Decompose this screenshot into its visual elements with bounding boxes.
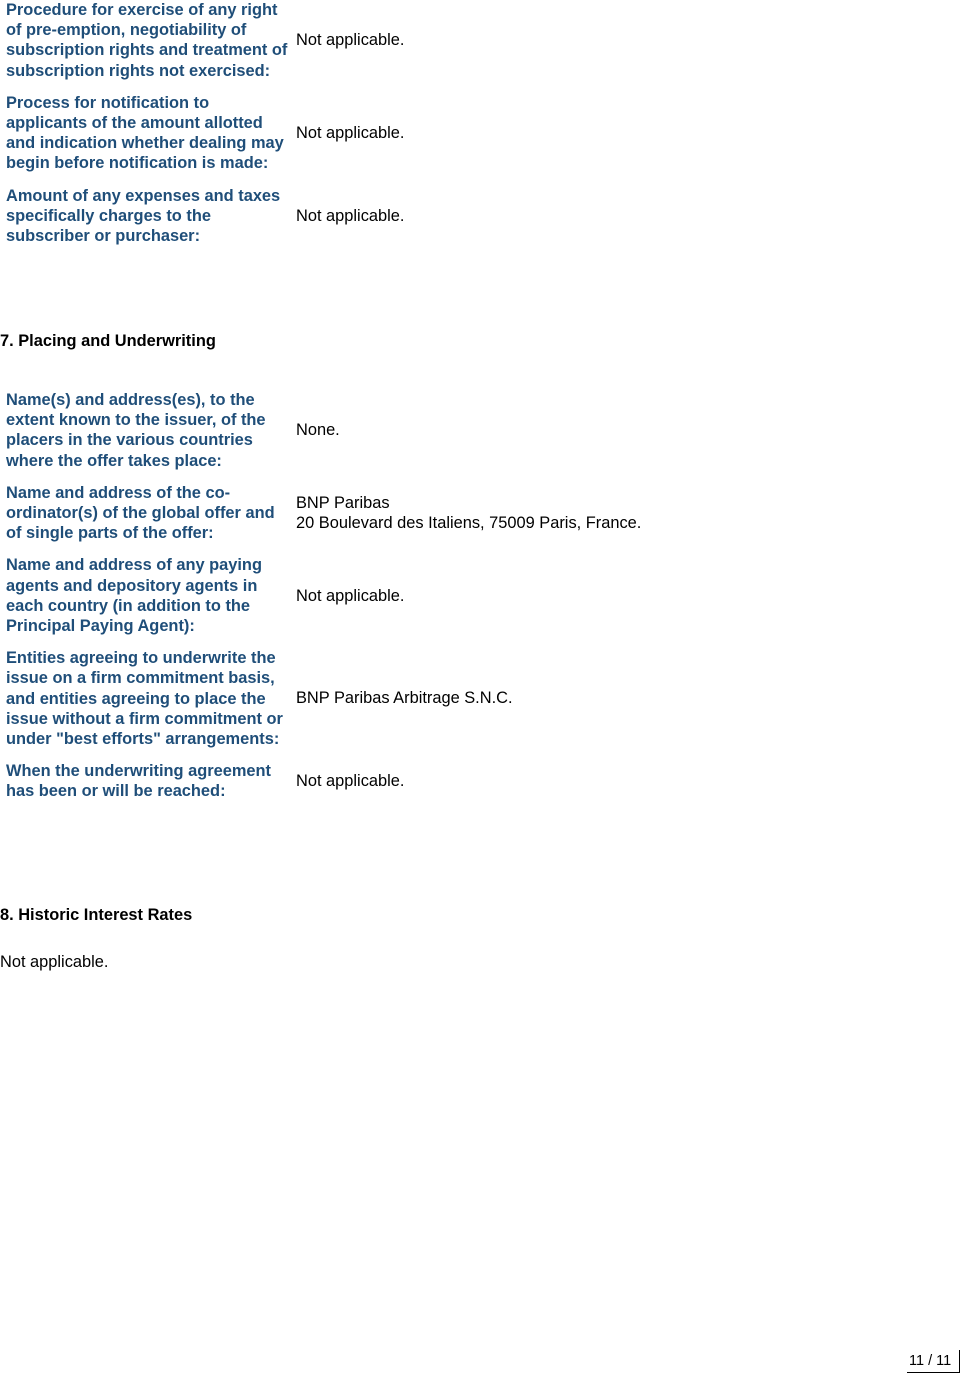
row-label: Entities agreeing to underwrite the issue on a firm commitment basis, and entities agreeing to place the issue without a firm commitment or under "best efforts" arrangements: [6,649,283,749]
coordinator-name: BNP Paribas [296,493,390,512]
row-label: When the underwriting agreement has been or will be reached: [6,762,272,801]
row-label: Process for notification to applicants of the amount allotted and indication whether dealing may begin before notification is made: [6,93,284,173]
page-number: 11 / 11 [907,1350,960,1373]
section-8-heading: 8. Historic Interest Rates [0,906,193,924]
row-value [290,483,960,544]
table-row [0,0,960,81]
row-value: BNP Paribas Arbitrage S.N.C. [296,689,513,708]
row-label: Amount of any expenses and taxes specifically charges to the subscriber or purchaser: [6,186,281,246]
row-value: Not applicable. [296,586,405,605]
section-6-table [0,0,960,246]
row-label: Name and address of any paying agents and depository agents in each country (in addition to the Principal Paying Agent): [6,556,262,636]
row-value: Not applicable. [296,206,405,225]
section-7-table [0,390,960,802]
row-value: None. [296,421,340,440]
table-row [0,390,960,471]
table-row [0,648,960,749]
coordinator-address: 20 Boulevard des Italiens, 75009 Paris, France. [296,514,642,533]
row-label: Name(s) and address(es), to the extent known to the issuer, of the placers in the various countries where the offer takes place: [6,391,266,470]
table-row [0,93,960,174]
row-label: Procedure for exercise of any right of pre-emption, negotiability of subscription rights and treatment of subscription rights not exercised: [6,1,288,80]
row-value: Not applicable. [296,123,405,142]
section-7-heading: 7. Placing and Underwriting [0,332,216,350]
row-label: Name and address of the co-ordinator(s) of the global offer and of single parts of the offer: [6,483,275,543]
table-row [0,761,960,801]
section-8-body: Not applicable. [0,953,109,971]
row-value: Not applicable. [296,31,405,50]
table-row [0,555,960,636]
row-value: Not applicable. [296,772,405,791]
table-row [0,186,960,247]
table-row [0,483,960,544]
